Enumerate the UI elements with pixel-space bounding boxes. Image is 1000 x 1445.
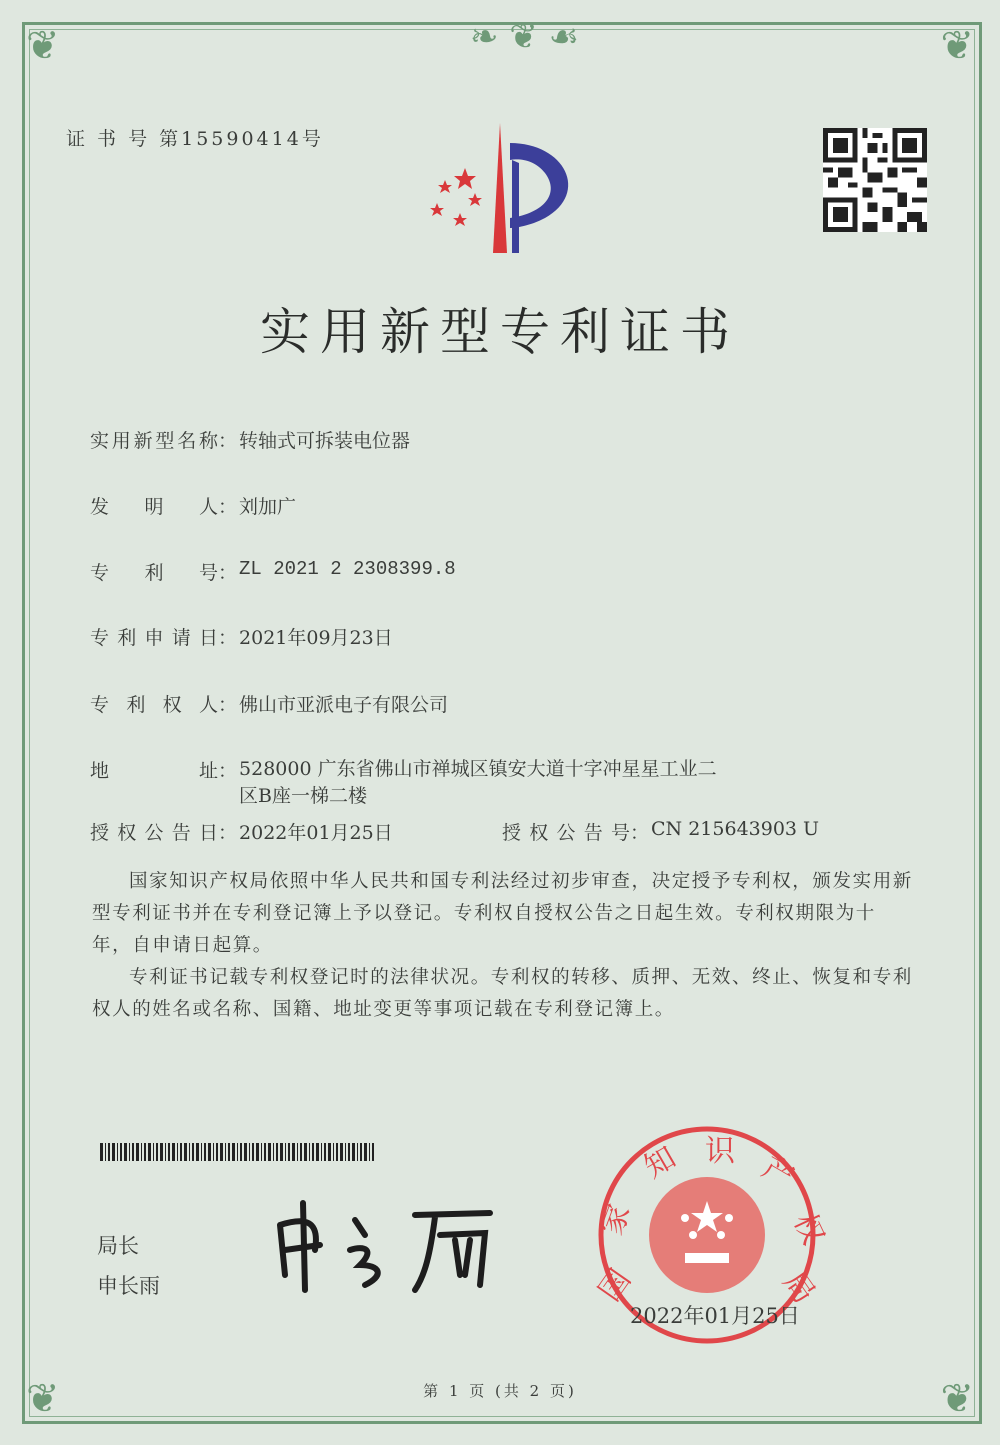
barcode-bar: [352, 1143, 355, 1161]
director-name: 申长雨: [97, 1274, 160, 1298]
barcode-bar: [256, 1143, 259, 1161]
barcode-bar: [244, 1143, 247, 1161]
qr-code: [823, 128, 927, 232]
address-line-2: 区B座一梯二楼: [239, 785, 367, 807]
barcode-bar: [153, 1143, 154, 1161]
barcode-bar: [300, 1143, 302, 1161]
barcode-bar: [225, 1143, 226, 1161]
field-utility-model-name: 实用新型名称 ： 转轴式可拆装电位器: [90, 426, 410, 453]
barcode-bar: [364, 1143, 367, 1161]
barcode-bar: [108, 1143, 110, 1161]
svg-text:识: 识: [705, 1134, 735, 1169]
field-patent-number: 专利号 ： ZL 2021 2 2308399.8: [90, 558, 456, 584]
barcode-bar: [196, 1143, 199, 1161]
address-line-1: 528000 广东省佛山市禅城区镇安大道十字冲星星工业二: [239, 758, 717, 780]
barcode-bar: [112, 1143, 115, 1161]
seal-date: 2022年01月25日: [630, 1304, 800, 1328]
barcode-bar: [204, 1143, 206, 1161]
field-application-date: 专利申请日 ： 2021年09月23日: [90, 623, 393, 650]
paragraph: 国家知识产权局依照中华人民共和国专利法经过初步审查，决定授予专利权，颁发实用新型专利证书并在专利登记簿上予以登记。专利权自授权公告之日起生效。专利权期限为十年，自申请日起算。: [92, 871, 913, 956]
paragraph: 专利证书记载专利权登记时的法律状况。专利权的转移、质押、无效、终止、恢复和专利权人的姓名或名称、国籍、地址变更等事项记载在专利登记簿上。: [92, 967, 913, 1020]
field-value: 刘加广: [239, 496, 297, 518]
barcode-bar: [141, 1143, 142, 1161]
field-inventor: 发明人 ： 刘加广: [90, 492, 296, 519]
barcode-bar: [288, 1143, 290, 1161]
barcode-bar: [249, 1143, 250, 1161]
barcode-bar: [216, 1143, 218, 1161]
barcode-bar: [369, 1143, 370, 1161]
field-value: 2022年01月25日: [239, 822, 393, 844]
field-address: 地址 ： 528000 广东省佛山市禅城区镇安大道十字冲星星工业二 区B座一梯二楼: [90, 756, 717, 810]
barcode-bar: [276, 1143, 278, 1161]
barcode-bar: [201, 1143, 202, 1161]
barcode: [100, 1143, 375, 1161]
barcode-bar: [285, 1143, 286, 1161]
barcode-bar: [132, 1143, 134, 1161]
barcode-bar: [105, 1143, 106, 1161]
patent-office-logo: [415, 118, 585, 258]
barcode-bar: [165, 1143, 166, 1161]
barcode-bar: [208, 1143, 211, 1161]
barcode-bar: [360, 1143, 362, 1161]
director-signature: [265, 1195, 505, 1295]
director-title: 局长: [97, 1234, 139, 1258]
barcode-bar: [304, 1143, 307, 1161]
barcode-bar: [324, 1143, 326, 1161]
corner-ornament: ❦: [940, 1376, 974, 1422]
barcode-bar: [309, 1143, 310, 1161]
barcode-bar: [184, 1143, 187, 1161]
corner-ornament: ❦: [26, 23, 60, 69]
certificate-title: 实用新型专利证书: [260, 303, 740, 361]
svg-text:权: 权: [786, 1207, 831, 1250]
barcode-bar: [345, 1143, 346, 1161]
svg-text:产: 产: [756, 1150, 800, 1196]
barcode-bar: [100, 1143, 103, 1161]
barcode-bar: [213, 1143, 214, 1161]
field-value: ZL 2021 2 2308399.8: [239, 558, 456, 580]
barcode-bar: [297, 1143, 298, 1161]
field-value: CN 215643903 U: [651, 818, 820, 840]
field-value: 佛山市亚派电子有限公司: [239, 694, 449, 716]
barcode-bar: [336, 1143, 338, 1161]
field-label: 实用新型名称: [90, 430, 218, 452]
certificate-number: 证 书 号 第15590414号: [66, 128, 324, 150]
barcode-bar: [220, 1143, 223, 1161]
field-value: 转轴式可拆装电位器: [239, 430, 411, 452]
field-label: 专利号: [90, 562, 218, 584]
svg-text:家: 家: [594, 1199, 638, 1240]
barcode-bar: [316, 1143, 319, 1161]
barcode-bar: [328, 1143, 331, 1161]
barcode-bar: [348, 1143, 350, 1161]
barcode-bar: [372, 1143, 374, 1161]
barcode-bar: [252, 1143, 254, 1161]
field-grant-number: 授权公告号 ： CN 215643903 U: [502, 818, 820, 844]
director-block: [97, 1226, 160, 1306]
field-value: [239, 756, 717, 810]
barcode-bar: [232, 1143, 235, 1161]
barcode-bar: [124, 1143, 127, 1161]
barcode-bar: [177, 1143, 178, 1161]
barcode-bar: [261, 1143, 262, 1161]
barcode-bar: [160, 1143, 163, 1161]
field-label: 发明人: [90, 496, 218, 518]
corner-ornament: ❦: [26, 1376, 60, 1422]
barcode-bar: [264, 1143, 266, 1161]
barcode-bar: [148, 1143, 151, 1161]
barcode-bar: [129, 1143, 130, 1161]
field-label: 地址: [90, 760, 218, 782]
barcode-bar: [156, 1143, 158, 1161]
svg-text:知: 知: [638, 1140, 682, 1186]
barcode-bar: [280, 1143, 283, 1161]
barcode-bar: [333, 1143, 334, 1161]
barcode-bar: [321, 1143, 322, 1161]
svg-text:局: 局: [775, 1265, 822, 1310]
barcode-bar: [192, 1143, 194, 1161]
barcode-bar: [228, 1143, 230, 1161]
field-label: 授权公告号: [502, 822, 630, 844]
barcode-bar: [357, 1143, 358, 1161]
page-number: 第 1 页 (共 2 页): [423, 1382, 577, 1400]
barcode-bar: [312, 1143, 314, 1161]
barcode-bar: [144, 1143, 146, 1161]
barcode-bar: [136, 1143, 139, 1161]
barcode-bar: [117, 1143, 118, 1161]
barcode-bar: [168, 1143, 170, 1161]
barcode-bar: [189, 1143, 190, 1161]
corner-ornament: ❦: [940, 23, 974, 69]
field-grant-date: 授权公告日 ： 2022年01月25日: [90, 818, 393, 845]
barcode-bar: [273, 1143, 274, 1161]
barcode-bar: [268, 1143, 271, 1161]
field-label: 授权公告日: [90, 822, 218, 844]
field-label: 专利申请日: [90, 627, 218, 649]
barcode-bar: [180, 1143, 182, 1161]
barcode-bar: [292, 1143, 295, 1161]
certificate-body: [92, 866, 914, 1026]
barcode-bar: [240, 1143, 242, 1161]
field-label: 专利权人: [90, 694, 218, 716]
field-value: 2021年09月23日: [239, 627, 393, 649]
field-patentee: 专利权人 ： 佛山市亚派电子有限公司: [90, 690, 448, 717]
top-ornament: ❧ ❦ ☙: [470, 17, 580, 57]
barcode-bar: [120, 1143, 122, 1161]
barcode-bar: [172, 1143, 175, 1161]
svg-text:国: 国: [592, 1263, 639, 1308]
barcode-bar: [237, 1143, 238, 1161]
barcode-bar: [340, 1143, 343, 1161]
